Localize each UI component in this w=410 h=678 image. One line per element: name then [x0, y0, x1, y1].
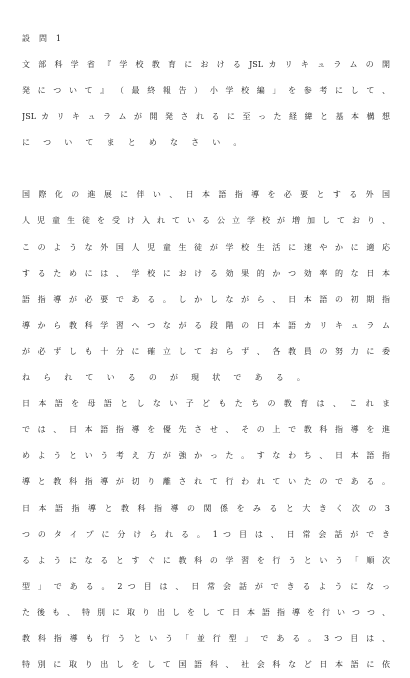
answer-line: で は 、 日 本 語 指 導 を 優 先 さ せ 、 そ の 上 で 教 科 指 導 を 進	[22, 425, 390, 435]
answer-line: 教 科 指 導 も 行 う と い う 「 並 行 型 」 で あ る 。 3 つ 目 は 、	[22, 633, 390, 643]
question-line: に つ い て ま と め な さ い 。	[22, 138, 247, 148]
answer-line: め よ う と い う 考 え 方 が 強 か っ た 。 す な わ ち 、 日 本 語 指	[22, 451, 390, 461]
answer-line: つ の タ イ プ に 分 け ら れ る 。 1 つ 目 は 、 日 常 会 話 が で き	[22, 529, 390, 539]
answer-line: る よ う に な る と す ぐ に 教 科 の 学 習 を 行 う と い う 「 順 次	[22, 555, 390, 565]
answer-line: が 必 ず し も 十 分 に 確 立 し て お ら ず 、 各 教 員 の 努 力 に 委	[22, 346, 390, 356]
question-line: JSL カ リ キ ュ ラ ム が 開 発 さ れ る に 至 っ た 経 緯 と 基 本 構 想	[22, 112, 390, 122]
question-heading: 設 問 1	[22, 34, 65, 43]
answer-line: 日 本 語 を 母 語 と し な い 子 ど も た ち の 教 育 は 、 こ れ ま	[22, 399, 390, 409]
answer-line: 導 か ら 教 科 学 習 へ つ な が る 段 階 の 日 本 語 カ リ キ ュ ラ ム	[22, 320, 390, 330]
answer-line: 人 児 童 生 徒 を 受 け 入 れ て い る 公 立 学 校 が 増 加 し て お り 、	[22, 216, 390, 226]
question-line: 文 部 科 学 省 『 学 校 教 育 に お け る JSL カ リ キ ュ ラ ム の 開	[22, 60, 390, 69]
answer-line: ね ら れ て い る の が 現 状 で あ る 。	[22, 373, 311, 383]
answer-line: こ の よ う な 外 国 人 児 童 生 徒 が 学 校 生 活 に 速 や か に 適 応	[22, 242, 390, 252]
section-gap	[22, 156, 388, 182]
answer-line: 型 」 で あ る 。 2 つ 目 は 、 日 常 会 話 が で き る よ う に な っ	[22, 581, 390, 591]
answer-line: 語 指 導 が 必 要 で あ る 。 し か し な が ら 、 日 本 語 の 初 期 指	[22, 294, 390, 304]
answer-line: た 後 も 、 特 別 に 取 り 出 し を し て 日 本 語 指 導 を 行 い つ つ 、	[22, 607, 390, 617]
answer-line: 導 と 教 科 指 導 が 切 り 離 さ れ て 行 わ れ て い た の で あ る 。	[22, 477, 390, 487]
question-prompt	[22, 52, 388, 156]
answer-line: 日 本 語 指 導 と 教 科 指 導 の 関 係 を み る と 大 き く 次 の 3	[22, 503, 390, 513]
answer-line: 国 際 化 の 進 展 に 伴 い 、 日 本 語 指 導 を 必 要 と す る 外 国	[22, 190, 390, 200]
answer-body	[22, 182, 388, 678]
answer-line: す る た め に は 、 学 校 に お け る 効 果 的 か つ 効 率 的 な 日 本	[22, 268, 390, 278]
question-line: 発 に つ い て 』 （ 最 終 報 告 ） 小 学 校 編 」 を 参 考 に し て 、	[22, 86, 390, 96]
answer-line: 特 別 に 取 り 出 し を し て 国 語 科 、 社 会 科 な ど 日 本 語 に 依	[22, 660, 390, 670]
